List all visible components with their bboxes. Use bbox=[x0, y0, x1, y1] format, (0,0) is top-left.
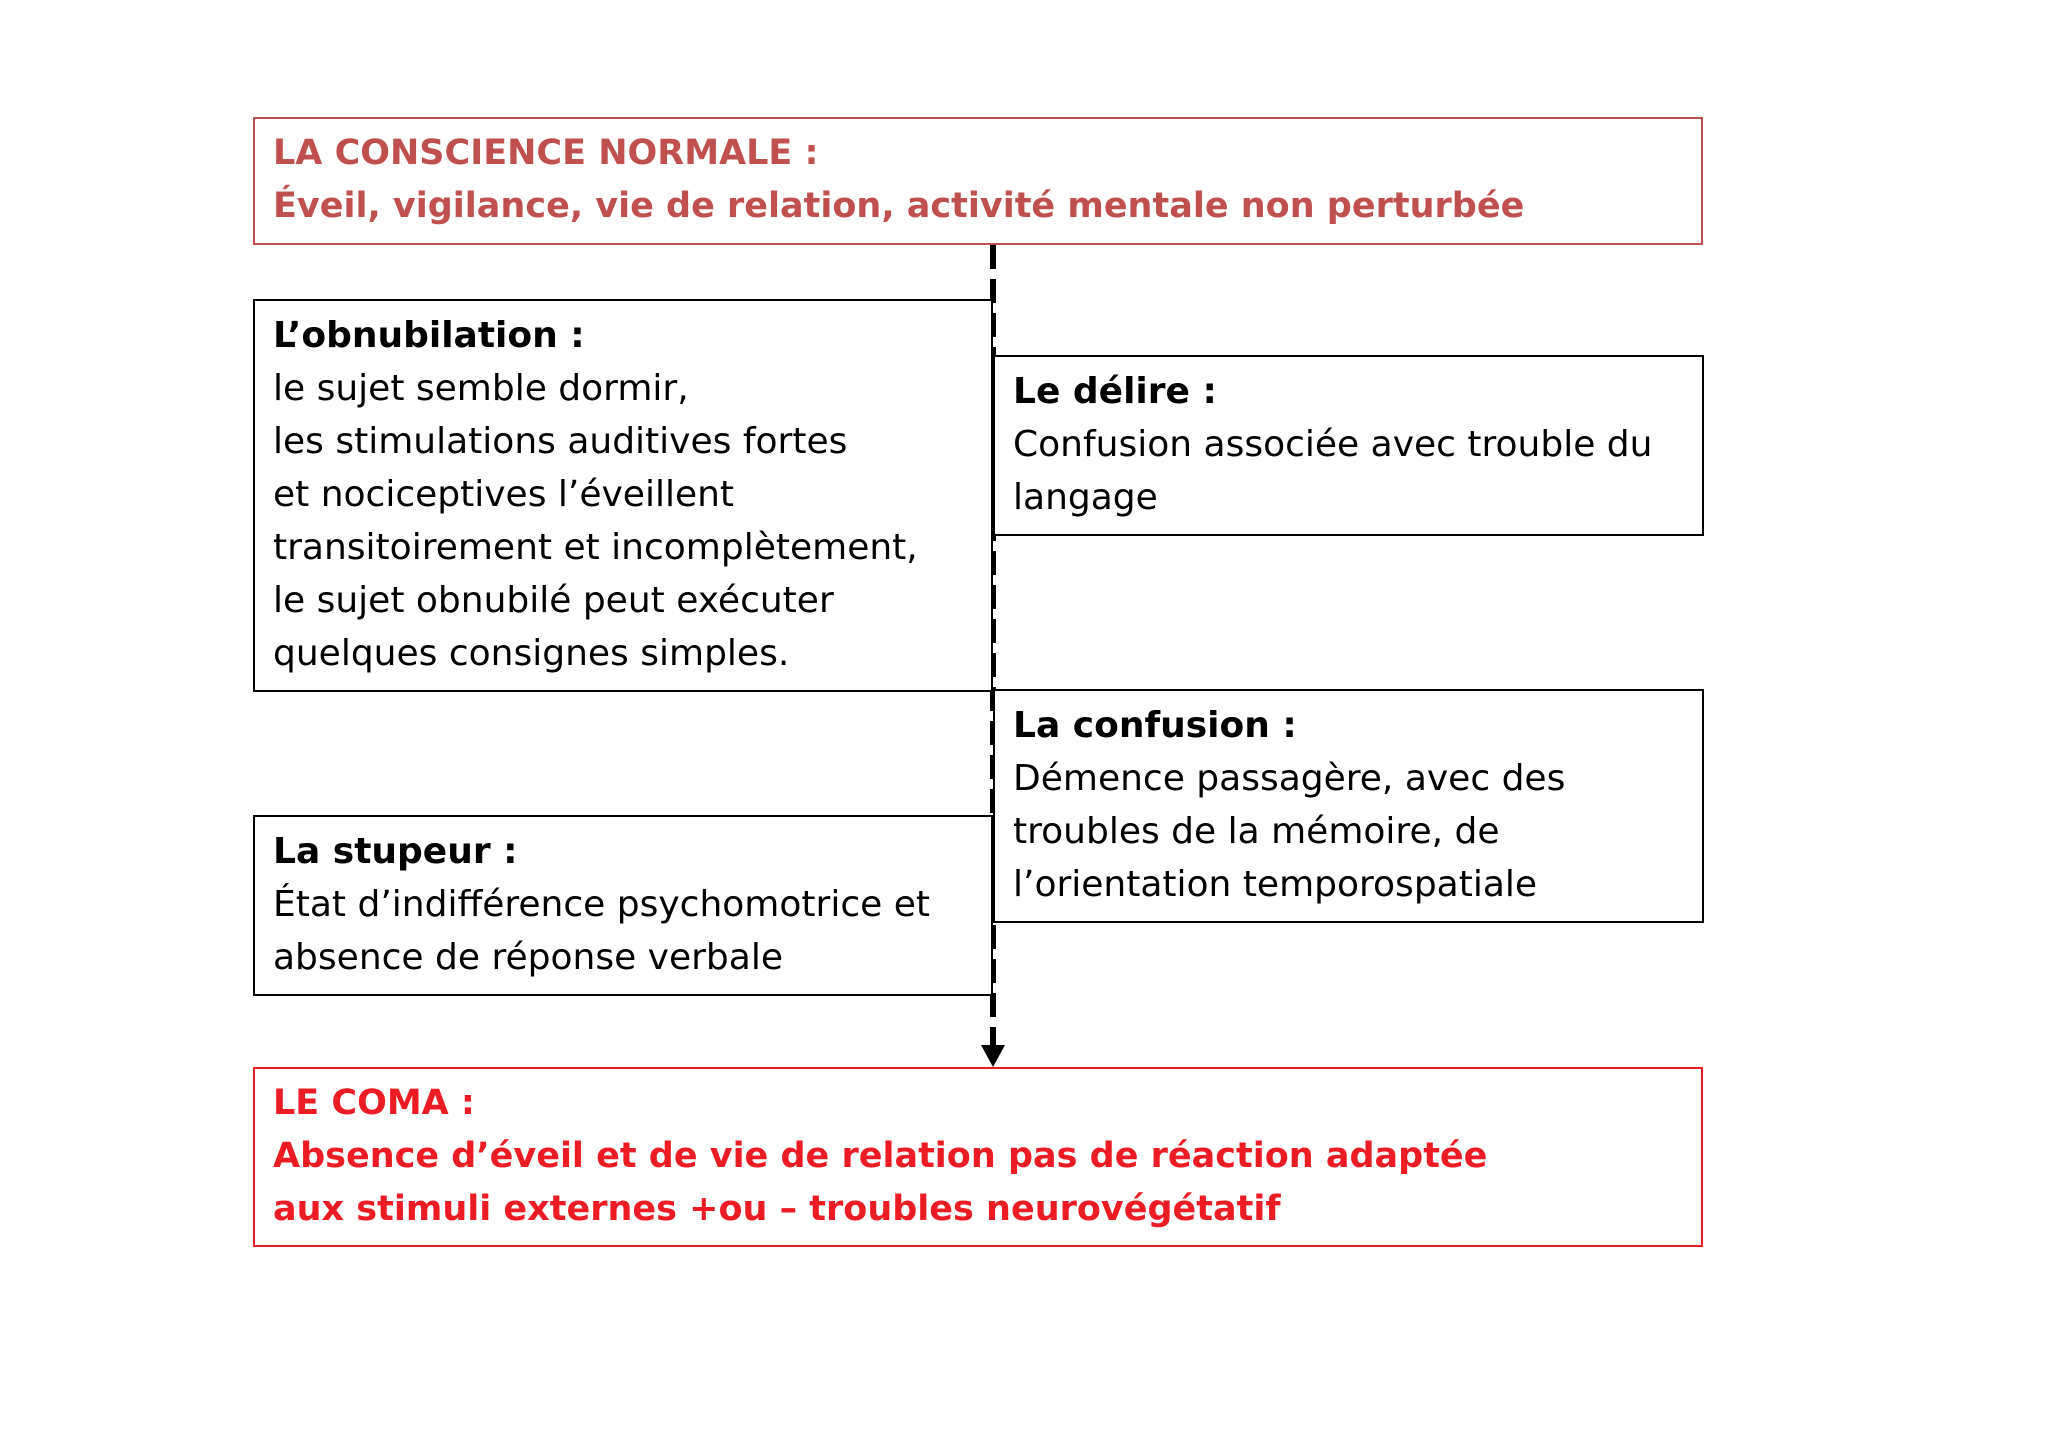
confusion-line: troubles de la mémoire, de bbox=[1013, 811, 1500, 852]
coma-box bbox=[253, 1067, 1703, 1247]
confusion-line: Démence passagère, avec des bbox=[1013, 758, 1566, 799]
delire-box bbox=[993, 355, 1704, 536]
delire-line: langage bbox=[1013, 477, 1158, 518]
obnubilation-line: et nociceptives l’éveillent bbox=[273, 474, 735, 515]
delire-title: Le délire : bbox=[1013, 371, 1217, 412]
coma-line: Absence d’éveil et de vie de relation pas de réaction adaptée bbox=[273, 1136, 1488, 1176]
stupeur-title: La stupeur : bbox=[273, 831, 518, 872]
confusion-box bbox=[993, 689, 1704, 923]
normal-line: Éveil, vigilance, vie de relation, activité mentale non perturbée bbox=[273, 186, 1525, 226]
obnubilation-line: le sujet semble dormir, bbox=[273, 368, 689, 409]
stupeur-line: absence de réponse verbale bbox=[273, 937, 783, 978]
normal-title: LA CONSCIENCE NORMALE : bbox=[273, 133, 819, 173]
coma-line: aux stimuli externes +ou – troubles neurovégétatif bbox=[273, 1189, 1281, 1229]
confusion-line: l’orientation temporospatiale bbox=[1013, 864, 1538, 905]
coma-title: LE COMA : bbox=[273, 1083, 475, 1123]
obnubilation-title: L’obnubilation : bbox=[273, 315, 585, 356]
obnubilation-line: le sujet obnubilé peut exécuter bbox=[273, 580, 834, 621]
normal-consciousness-box bbox=[253, 117, 1703, 245]
delire-line: Confusion associée avec trouble du bbox=[1013, 424, 1653, 465]
obnubilation-line: les stimulations auditives fortes bbox=[273, 421, 848, 462]
stupeur-box bbox=[253, 815, 993, 996]
obnubilation-box bbox=[253, 299, 993, 692]
obnubilation-line: transitoirement et incomplètement, bbox=[273, 527, 918, 568]
confusion-title: La confusion : bbox=[1013, 705, 1297, 746]
arrow-head bbox=[981, 1045, 1005, 1067]
stupeur-line: État d’indifférence psychomotrice et bbox=[273, 884, 930, 925]
obnubilation-line: quelques consignes simples. bbox=[273, 633, 790, 674]
